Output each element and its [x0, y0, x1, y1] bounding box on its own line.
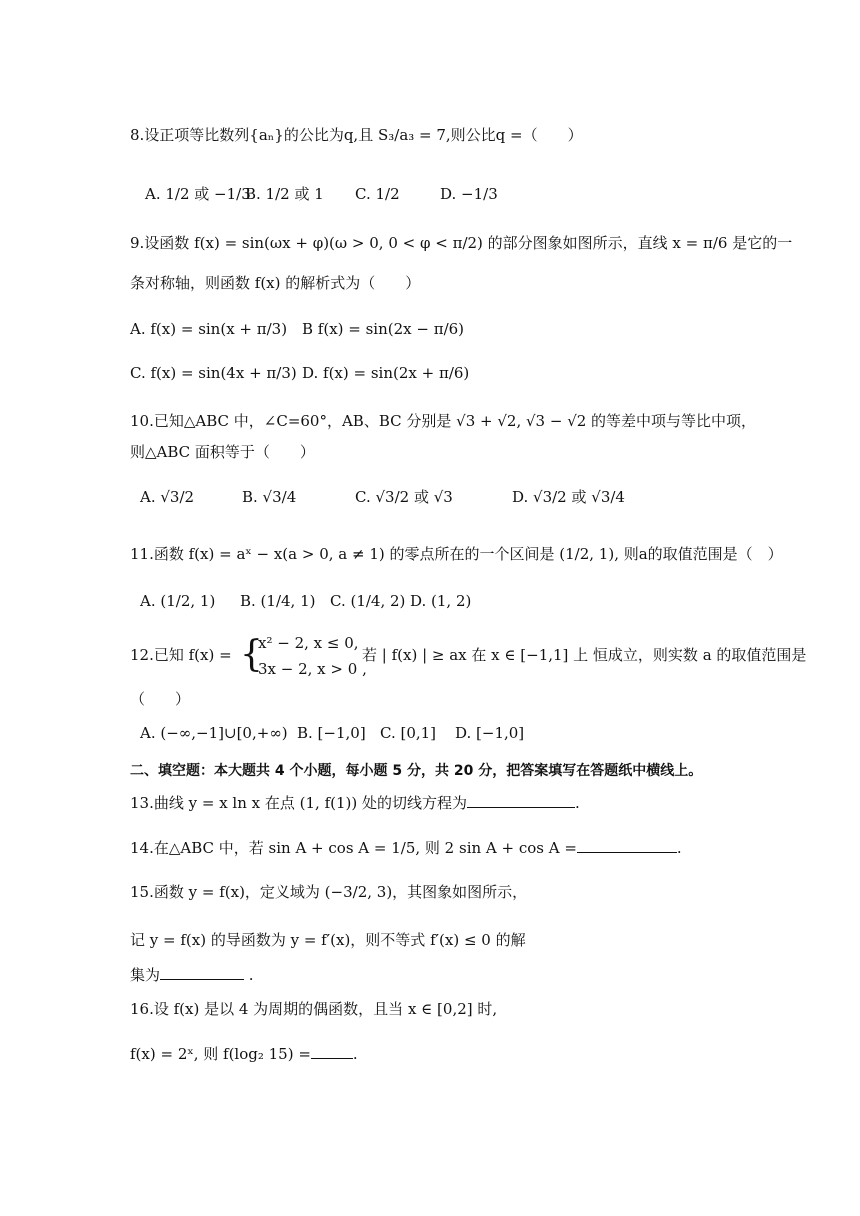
- q15-stem-end: 集为: [130, 966, 161, 984]
- q10-option-d: D. √3/2 或 √3/4: [512, 488, 625, 506]
- q12-option-d: D. [−1,0]: [455, 724, 525, 742]
- q11-option-a: A. (1/2, 1): [140, 592, 216, 610]
- q12-option-a: A. (−∞,−1]∪[0,+∞): [140, 724, 288, 742]
- q14-end: .: [676, 839, 682, 857]
- q9-option-d: D. f(x) = sin(2x + π/6): [302, 364, 470, 382]
- q8-option-b: B. 1/2 或 1: [245, 185, 324, 203]
- q8-option-c: C. 1/2: [355, 185, 400, 203]
- q15-line2: 记 y = f(x) 的导函数为 y = f′(x)，则不等式 f′(x) ≤ 0 的解: [130, 931, 526, 949]
- q12-paren: （ ）: [130, 690, 191, 708]
- q12-case-1: x² − 2, x ≤ 0,: [258, 634, 359, 652]
- q12-stem-prefix: 12.已知 f(x) =: [130, 646, 232, 664]
- section-2-heading: 二、填空题：本大题共 4 个小题，每小题 5 分，共 20 分，把答案填写在答题纸中横线上。: [130, 763, 703, 779]
- q9-stem-line1: 9.设函数 f(x) = sin(ωx + φ)(ω > 0, 0 < φ < π/2) 的部分图象如图所示，直线 x = π/6 是它的一: [130, 234, 793, 252]
- q11-stem: 11.函数 f(x) = aˣ − x(a > 0, a ≠ 1) 的零点所在的一个区间是 (1/2, 1), 则a的取值范围是（ ）: [130, 545, 783, 563]
- q16-line1: 16.设 f(x) 是以 4 为周期的偶函数，且当 x ∈ [0,2] 时,: [130, 1000, 498, 1018]
- q12-case-2: 3x − 2, x > 0 ,: [258, 660, 367, 678]
- q16-end: .: [352, 1045, 358, 1063]
- q8-option-a: A. 1/2 或 −1/3: [145, 185, 251, 203]
- q8-option-d: D. −1/3: [440, 185, 498, 203]
- q10-stem-line1: 10.已知△ABC 中，∠C=60°，AB、BC 分别是 √3 + √2, √3 − √2 的等差中项与等比中项，: [130, 412, 757, 430]
- q13-end: .: [575, 794, 580, 812]
- q14-stem: 14.在△ABC 中，若 sin A + cos A = 1/5, 则 2 sin A + cos A =: [130, 839, 577, 857]
- q9-stem-line2: 条对称轴，则函数 f(x) 的解析式为（ ）: [130, 274, 421, 292]
- q16-answer-blank[interactable]: [311, 1042, 353, 1059]
- q12-brace: {: [240, 634, 263, 675]
- q9-option-c: C. f(x) = sin(4x + π/3): [130, 364, 297, 382]
- q14: [130, 836, 682, 859]
- q12-stem-suffix: 若 | f(x) | ≥ ax 在 x ∈ [−1,1] 上 恒成立，则实数 a 的取值范围是: [362, 646, 807, 664]
- q15-answer-blank[interactable]: [160, 963, 244, 980]
- q11-option-c: C. (1/4, 2): [330, 592, 406, 610]
- q9-option-a: A. f(x) = sin(x + π/3): [130, 320, 288, 338]
- q16-line2: [130, 1042, 358, 1065]
- q13: [130, 791, 580, 814]
- q15-line1: 15.函数 y = f(x)，定义域为 (−3/2, 3)，其图象如图所示，: [130, 883, 528, 901]
- q15-end: .: [244, 966, 254, 984]
- q9-option-b: B f(x) = sin(2x − π/6): [302, 320, 465, 338]
- q14-answer-blank[interactable]: [577, 836, 677, 853]
- q10-option-b: B. √3/4: [242, 488, 297, 506]
- q15-line3: [130, 963, 254, 986]
- q13-stem: 13.曲线 y = x ln x 在点 (1, f(1)) 处的切线方程为: [130, 794, 468, 812]
- q13-answer-blank[interactable]: [467, 791, 575, 808]
- q8-stem: 8.设正项等比数列{aₙ}的公比为q,且 S₃/a₃ = 7,则公比q =（ ）: [130, 126, 583, 144]
- q11-option-b: B. (1/4, 1): [240, 592, 316, 610]
- q12-option-c: C. [0,1]: [380, 724, 437, 742]
- q10-option-c: C. √3/2 或 √3: [355, 488, 453, 506]
- q16-stem: f(x) = 2ˣ, 则 f(log₂ 15) =: [130, 1045, 311, 1063]
- q10-option-a: A. √3/2: [140, 488, 195, 506]
- q10-stem-line2: 则△ABC 面积等于（ ）: [130, 443, 315, 461]
- q12-option-b: B. [−1,0]: [297, 724, 366, 742]
- q11-option-d: D. (1, 2): [410, 592, 472, 610]
